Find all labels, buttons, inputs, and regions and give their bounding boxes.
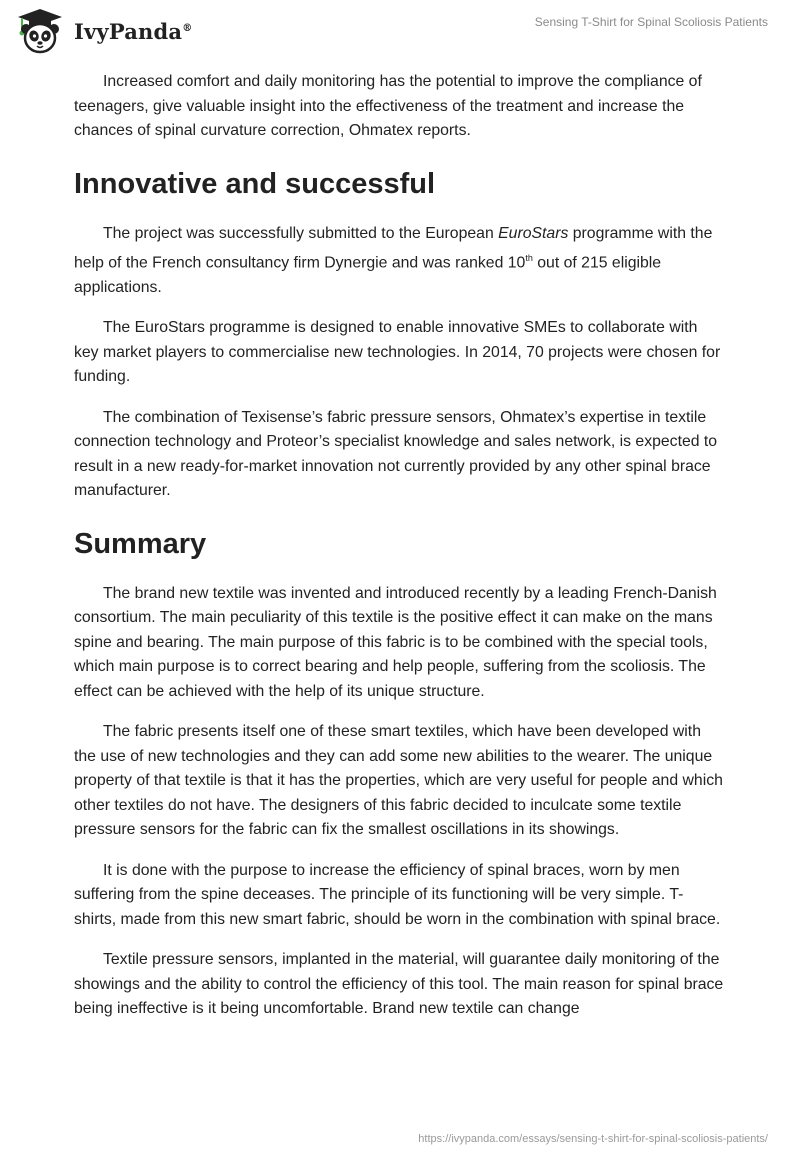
paragraph: Increased comfort and daily monitoring has the potential to improve the compliance of teenagers, give valuable insight into the effectiveness of the treatment and increase the chances of spinal curvature correction, Ohmatex reports.	[74, 73, 702, 139]
essay-body	[74, 70, 724, 1038]
brand-name: IvyPanda®	[74, 18, 193, 44]
paragraph: The brand new textile was invented and introduced recently by a leading French-Danish consortium. The main peculiarity of this textile is the positive effect it can make on the mans spine and bearing. The main purpose of this fabric is to be combined with the special tools, which main purpose is to correct bearing and help people, suffering from the scoliosis. The effect can be achieved with the help of its unique structure.	[74, 584, 717, 700]
paragraph: It is done with the purpose to increase the efficiency of spinal braces, worn by men suffering from the spine deceases. The principle of its functioning will be very simple. T-shirts, made from this new smart fabric, should be worn in the combination with spinal brace.	[74, 861, 721, 928]
paragraph: The fabric presents itself one of these smart textiles, which have been developed with the use of new technologies and they can add some new abilities to the wearer. The unique property of that textile is that it has the properties, which are very useful for people and which other textiles do not have. The designers of this fabric decided to inculcate some textile pressure sensors for the fabric can fix the smallest oscillations in its showings.	[74, 723, 723, 839]
section-heading-summary: Summary	[74, 527, 207, 560]
paragraph: The project was successfully submitted to the European EuroStars programme with the help of the French consultancy firm Dynergie and was ranked 10th out of 215 eligible applications.	[74, 224, 713, 296]
page-header	[0, 0, 800, 62]
panda-graduate-icon	[14, 6, 66, 56]
paragraph: The combination of Texisense’s fabric pressure sensors, Ohmatex’s expertise in textile connection technology and Proteor’s specialist knowledge and sales network, is expected to result in a new ready-for-market innovation not currently provided by any other spinal brace manufacturer.	[74, 408, 718, 500]
running-title: Sensing T-Shirt for Spinal Scoliosis Patients	[534, 15, 768, 29]
paragraph: Textile pressure sensors, implanted in the material, will guarantee daily monitoring of the showings and the ability to control the efficiency of this tool. The main reason for spinal brace being ineffective is it being uncomfortable. Brand new textile can change	[74, 951, 724, 1018]
paragraph: The EuroStars programme is designed to enable innovative SMEs to collaborate with key market players to commercialise new technologies. In 2014, 70 projects were chosen for funding.	[74, 319, 721, 386]
section-heading-innovative: Innovative and successful	[74, 167, 436, 200]
brand-logo-link[interactable]	[14, 6, 192, 56]
emphasis-eurostars: EuroStars	[498, 224, 569, 242]
source-url-link[interactable]: https://ivypanda.com/essays/sensing-t-shirt-for-spinal-scoliosis-patients/	[418, 1133, 768, 1145]
